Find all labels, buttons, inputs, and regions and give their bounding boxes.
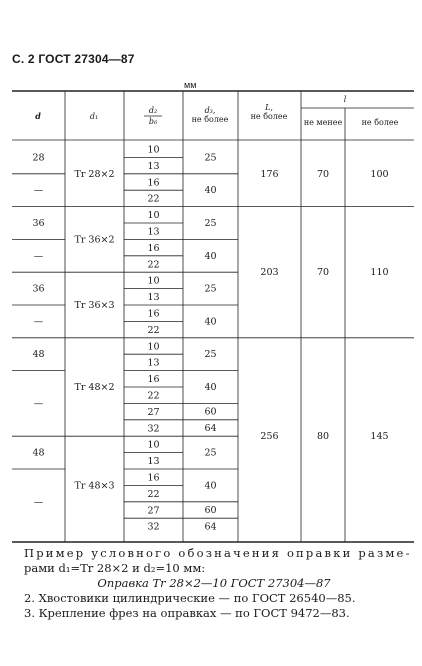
col-d-header: d <box>35 111 41 121</box>
col-l-min-header: не менее <box>303 118 343 127</box>
cell-d2: 13 <box>147 456 160 468</box>
notes-example-line: Пример условного обозначения оправки разме- <box>24 546 412 560</box>
cell-d3: 40 <box>204 480 217 492</box>
notes-designation: Оправка Tr 28×2—10 ГОСТ 27304—87 <box>97 576 331 590</box>
cell-l-max: 110 <box>370 267 389 279</box>
cell-d2: 16 <box>147 374 160 386</box>
cell-d2: 10 <box>147 439 160 451</box>
cell-d2: 22 <box>147 193 160 205</box>
cell-d3: 60 <box>204 406 217 418</box>
cell-d2: 16 <box>147 242 160 254</box>
cell-d2: 13 <box>147 226 160 238</box>
cell-d2: 22 <box>147 324 160 336</box>
cell-d2: 16 <box>147 472 160 484</box>
cell-d2: 10 <box>147 275 160 287</box>
cell-d2: 16 <box>147 308 160 320</box>
col-L-subheader: не более <box>250 112 288 121</box>
cell-d-dash: — <box>33 398 44 410</box>
cell-l-min: 70 <box>316 267 330 279</box>
cell-d3: 40 <box>204 250 217 262</box>
notes-example-line: рами d₁=Tr 28×2 и d₂=10 мм: <box>24 561 206 575</box>
cell-d1: Tr 36×2 <box>74 234 115 246</box>
cell-L: 203 <box>260 267 279 279</box>
cell-d-dash: — <box>33 496 44 508</box>
col-b-header: b₆ <box>148 117 158 126</box>
cell-d2: 22 <box>147 390 160 402</box>
col-l-header: l <box>343 95 347 104</box>
cell-d-dash: — <box>33 185 44 197</box>
cell-d: 28 <box>32 152 45 164</box>
cell-d3: 25 <box>204 218 217 229</box>
cell-d2: 13 <box>147 357 160 369</box>
cell-d-dash: — <box>33 316 44 328</box>
col-d3-header: d₃, <box>204 106 216 115</box>
cell-d1: Tr 36×3 <box>74 300 115 311</box>
units-label: мм <box>184 80 197 90</box>
cell-d: 36 <box>32 218 45 229</box>
col-d2-header: d₂ <box>148 106 158 115</box>
col-L-header: L, <box>265 103 273 112</box>
cell-d: 48 <box>32 447 45 459</box>
cell-d-dash: — <box>33 250 44 262</box>
cell-d: 36 <box>32 283 45 295</box>
cell-d2: 10 <box>147 210 160 222</box>
col-l-max-header: не более <box>361 118 399 127</box>
cell-L: 256 <box>260 431 279 443</box>
cell-d2: 32 <box>147 423 160 435</box>
cell-d1: Tr 48×2 <box>74 382 115 393</box>
page-header: С. 2 ГОСТ 27304—87 <box>12 52 135 66</box>
cell-d3: 25 <box>204 447 217 459</box>
cell-d3: 64 <box>204 423 217 434</box>
cell-l-max: 145 <box>370 431 389 443</box>
cell-d3: 60 <box>204 505 217 516</box>
col-d3-subheader: не более <box>191 115 229 124</box>
cell-l-max: 100 <box>370 168 389 180</box>
cell-d: 48 <box>32 349 45 361</box>
cell-d2: 27 <box>147 505 160 517</box>
cell-d3: 40 <box>204 185 217 197</box>
note-2: 2. Хвостовики цилиндрические — по ГОСТ 26540—85. <box>24 591 356 605</box>
cell-d3: 40 <box>204 316 217 328</box>
cell-d3: 25 <box>204 152 217 164</box>
note-3: 3. Крепление фрез на оправках — по ГОСТ 9472—83. <box>24 606 350 620</box>
cell-d2: 16 <box>147 177 160 189</box>
cell-d2: 22 <box>147 488 160 500</box>
notes-block <box>24 546 412 621</box>
cell-d2: 13 <box>147 292 160 304</box>
cell-L: 176 <box>260 168 279 180</box>
cell-d1: Tr 48×3 <box>74 480 115 492</box>
cell-d2: 10 <box>147 341 160 353</box>
cell-d2: 13 <box>147 160 160 172</box>
cell-d2: 22 <box>147 259 160 271</box>
cell-d3: 25 <box>204 283 217 295</box>
cell-d3: 64 <box>204 521 217 533</box>
cell-d2: 10 <box>147 144 160 156</box>
col-d1-header: d₁ <box>89 112 99 121</box>
cell-d1: Tr 28×2 <box>74 168 115 180</box>
cell-l-min: 80 <box>316 431 330 443</box>
cell-l-min: 70 <box>316 168 330 180</box>
cell-d3: 40 <box>204 382 217 393</box>
cell-d3: 25 <box>204 349 217 361</box>
cell-d2: 27 <box>147 406 160 418</box>
cell-d2: 32 <box>147 521 160 533</box>
